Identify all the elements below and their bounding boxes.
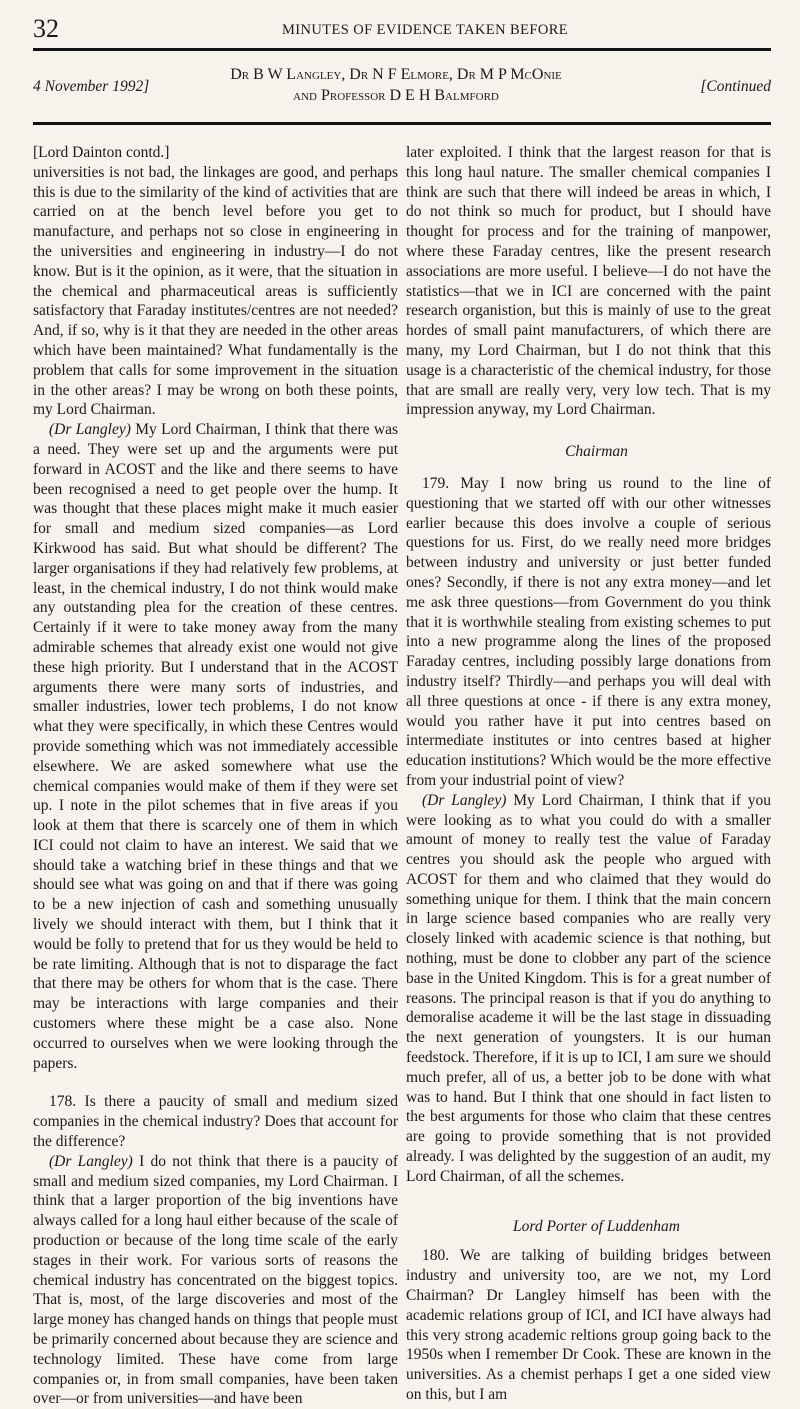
witness-line-1: Dr B W Langley, Dr N F Elmore, Dr M P McOnie [230, 66, 562, 83]
paragraph [33, 420, 398, 1073]
right-column [406, 143, 771, 1405]
paragraph-text: My Lord Chairman, I think that there was a need. They were set up and the arguments were put forward in ACOST and the like and there seems to have been recognised a need to get people over the hump. It was thought that these places might make it much easier for small and medium sized companies—as Lord Kirkwood has said. But what should be different? The larger organisations if they had relatively few problems, at least, in the chemical industry, I do not think would make any outstanding plea for the creation of these centres. Certainly if it were to take money away from the many admirable schemes that already exist one would not give these high priority. But I understand that in the ACOST arguments there were many sorts of industries, and smaller industries, lower tech problems, I do not know what they were specifically, in which these Centres would provide something which was not immediately accessible elsewhere. We are asked somewhere what use the chemical companies would make of them if they were set up. I note in the pilot schemes that in five areas if you look at them that there is scarcely one of them in which ICI could not claim to have an interest. We said that we should take a watching brief in these things and that we should see what was going on and that if there was going to be a new injection of cash and something unusually lively we should interact with them, but I think that it would be folly to pretend that for us they would be held to be rate limiting. Although that is not to disparage the fact that there may be others for whom that is the case. There may be interactions with large companies and their customers where these might be a case also. None occurred to ourselves when we were looking through the papers. [33, 421, 398, 1072]
question-paragraph: 180. We are talking of building bridges between industry and university too, are we not, my Lord Chairman? Dr Langley himself has been with the academic relations group of ICI, and ICI have always had this very strong academic reltions group going back to the 1950s when I remember Dr Cook. These are known in the universities. As a chemist perhaps I get a one sided view on this, but I am [406, 1247, 771, 1404]
question-paragraph: 178. Is there a paucity of small and medium sized companies in the chemical industry? Does that account for the difference? [33, 1093, 398, 1151]
paragraph: later exploited. I think that the largest reason for that is this long haul nature. The smaller chemical companies I think are such that there will indeed be areas in which, I do not think so much for product, but I should have thought for process and for the training of manpower, where these Faraday centres, like the present research associations are more useful. I believe—I do not have the statistics—that we in ICI are concerned with the paint research organistion, but this is mainly of use to the great hordes of small paint manufacturers, of which there are many, my Lord Chairman, but I do not think that this usage is a characteristic of the chemical industry, for those that are small are really very, very low tech. That is my impression anyway, my Lord Chairman. [406, 144, 771, 419]
paragraph-text: My Lord Chairman, I think that if you were looking as to what you could do with a smaller amount of money to really test the value of Faraday centres you should ask the people who argued with ACOST for them and who claimed that they would do something unique for them. I think that the main concern in large science based companies who are really very closely linked with academic science is that nothing, but nothing, must be done to clobber any part of the science base in the United Kingdom. This is for a great number of reasons. The principal reason is that if you do anything to demoralise academe it will be the last stage in dissuading the next generation of youngsters. It is our human feedstock. Therefore, if it is up to ICI, I am sure we should much prefer, all of us, a better job to be done with what was to hand. But I think that one should in fact listen to the best arguments for those who claim that these centres are going to provide something that is not provided already. I was delighted by the suggestion of an audit, my Lord Chairman, of all the schemes. [406, 791, 771, 1185]
paragraph: universities is not bad, the linkages are good, and perhaps this is due to the similarity of the kind of activities that are carried on at the bench level before you get to manufacture, and perhaps not so close in engineering in the universities and engineering in industry—I do not know. But is it the opinion, as it were, that the situation in the chemical and pharmaceutical areas is sufficiently satisfactory that Faraday institutes/centres are not needed? And, if so, why is it that they are needed in the other areas which have been maintained? What fundamentally is the problem that calls for some improvement in the situation in the other areas? I may be wrong on both these points, my Lord Chairman. [33, 163, 398, 419]
paragraph [406, 791, 771, 1187]
header-rule-bottom [33, 122, 771, 125]
paragraph-text: I do not think that there is a paucity of small and medium sized companies, my Lord Chairman. I think that a larger proportion of the big inventions have always called for a long haul either because of the scale of production or because of the long time scale of the early stages in their work. For various sorts of reasons the chemical industry has concentrated on the biggest topics. That is, most, of the large discoveries and most of the large money has changed hands on things that people must be primarily concerned about because they are science and technology limited. These have come from large companies or, in from small companies, have been taken over—or from universities—and have been [33, 1152, 398, 1408]
question-paragraph: 179. May I now bring us round to the line of questioning that we started off with our other witnesses earlier because this does involve a couple of serious questions for us. First, do we really need more bridges between industry and university or just better funded ones? Secondly, if there is not any extra money—and let me ask three questions—from Government do you think that it is worthwhile stealing from existing schemes to put into a new programme along the lines of the proposed Faraday centres, including possibly large donations from industry itself? Thirdly—and perhaps you will deal with all three questions at once - if there is any extra money, would you rather have it put into centres based on intermediate institutes or into centres based at higher education institutions? Which would be the more effective from your industrial point of view? [406, 474, 771, 789]
speaker-heading-porter: Lord Porter of Luddenham [513, 1217, 680, 1235]
page-number: 32 [33, 14, 59, 43]
header-meta [33, 60, 771, 118]
left-column [33, 143, 398, 1409]
witness-line-2: and Professor D E H Balmford [293, 87, 499, 104]
witness-names [196, 64, 596, 106]
paragraph [33, 1152, 398, 1409]
running-title: MINUTES OF EVIDENCE TAKEN BEFORE [281, 22, 569, 38]
continued-label: [Continued [700, 78, 771, 95]
speaker-bracket: [Lord Dainton contd.] [33, 144, 170, 161]
session-date: 4 November 1992] [33, 78, 150, 95]
header-rule-top [33, 48, 771, 51]
speaker-name: (Dr Langley) [49, 421, 131, 439]
speaker-heading-chairman: Chairman [565, 443, 628, 461]
speaker-name: (Dr Langley) [422, 791, 507, 809]
speaker-name: (Dr Langley) [49, 1152, 133, 1170]
